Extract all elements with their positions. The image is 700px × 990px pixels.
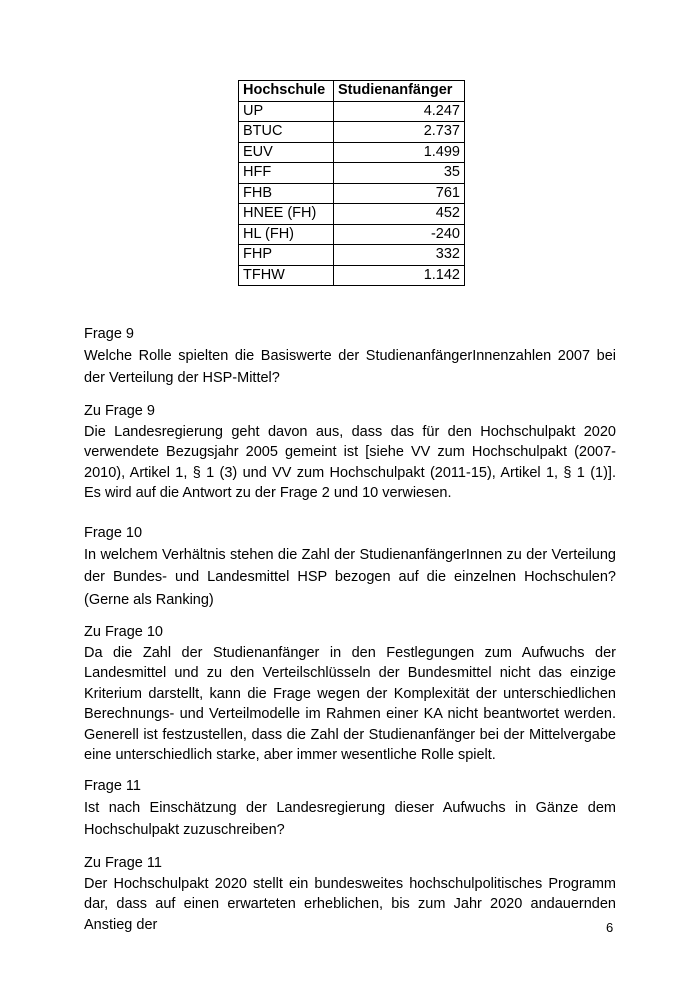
cell-hochschule: HNEE (FH)	[239, 204, 334, 225]
cell-studienanfaenger: 761	[334, 183, 465, 204]
table-row	[239, 265, 465, 286]
cell-studienanfaenger: 452	[334, 204, 465, 225]
cell-studienanfaenger: 332	[334, 245, 465, 266]
answer-9	[84, 401, 616, 504]
answer-label: Zu Frage 10	[84, 624, 163, 640]
page-number: 6	[606, 920, 614, 935]
question-label: Frage 11	[84, 778, 141, 794]
cell-hochschule: FHP	[239, 245, 334, 266]
table-row	[239, 142, 465, 163]
table-row	[239, 204, 465, 225]
cell-hochschule: EUV	[239, 142, 334, 163]
question-text: Ist nach Einschätzung der Landesregierung dieser Aufwuchs in Gänze dem Hochschulpakt zuzuschreiben?	[84, 799, 616, 838]
question-label: Frage 10	[84, 525, 143, 541]
cell-hochschule: UP	[239, 101, 334, 122]
table-row	[239, 224, 465, 245]
cell-studienanfaenger: -240	[334, 224, 465, 245]
table-header-row	[239, 81, 465, 102]
answer-text: Der Hochschulpakt 2020 stellt ein bundesweites hochschulpolitisches Programm dar, dass auf einen erwarteten erheblichen, bis zum Jahr 2020 andauernden Anstieg der	[84, 875, 616, 933]
cell-studienanfaenger: 2.737	[334, 122, 465, 143]
cell-hochschule: HL (FH)	[239, 224, 334, 245]
question-10	[84, 523, 616, 611]
question-text: Welche Rolle spielten die Basiswerte der StudienanfängerInnenzahlen 2007 bei der Verteilung der HSP-Mittel?	[84, 347, 616, 386]
table-row	[239, 245, 465, 266]
answer-text: Die Landesregierung geht davon aus, dass das für den Hochschulpakt 2020 verwendete Bezugsjahr 2005 gemeint ist [siehe VV zum Hochschulpakt (2007-2010), Artikel 1, § 1 (3) und VV zum Hochschulpakt (2011-15), Artikel 1, § 1 (1)]. Es wird auf die Antwort zu der Frage 2 und 10 verwiesen.	[84, 423, 616, 501]
cell-hochschule: TFHW	[239, 265, 334, 286]
cell-studienanfaenger: 4.247	[334, 101, 465, 122]
answer-label: Zu Frage 11	[84, 855, 162, 871]
answer-10	[84, 622, 616, 766]
answer-11	[84, 853, 616, 935]
column-header-studienanfaenger: Studienanfänger	[334, 81, 465, 102]
cell-hochschule: FHB	[239, 183, 334, 204]
column-header-hochschule: Hochschule	[239, 81, 334, 102]
question-label: Frage 9	[84, 326, 134, 342]
question-text: In welchem Verhältnis stehen die Zahl der StudienanfängerInnen zu der Verteilung der Bundes- und Landesmittel HSP bezogen auf die einzelnen Hochschulen? (Gerne als Ranking)	[84, 546, 616, 608]
cell-studienanfaenger: 35	[334, 163, 465, 184]
question-9	[84, 324, 616, 390]
table-row	[239, 101, 465, 122]
table-row	[239, 163, 465, 184]
answer-text: Da die Zahl der Studienanfänger in den Festlegungen zum Aufwuchs der Landesmittel und zu den Verteilschlüsseln der Bundesmittel nicht das einzige Kriterium darstellt, kann die Frage wegen der Komplexität der unterschiedlichen Berechnungs- und Verteilmodelle im Rahmen einer KA nicht beantwortet werden. Generell ist festzustellen, dass die Zahl der Studienanfänger bei der Mittelvergabe eine unterschiedlich starke, aber immer wesentliche Rolle spielt.	[84, 644, 616, 763]
cell-hochschule: HFF	[239, 163, 334, 184]
studienanfaenger-table	[238, 80, 465, 286]
answer-label: Zu Frage 9	[84, 403, 155, 419]
question-11	[84, 776, 616, 842]
cell-studienanfaenger: 1.142	[334, 265, 465, 286]
cell-studienanfaenger: 1.499	[334, 142, 465, 163]
cell-hochschule: BTUC	[239, 122, 334, 143]
table-row	[239, 183, 465, 204]
table-row	[239, 122, 465, 143]
